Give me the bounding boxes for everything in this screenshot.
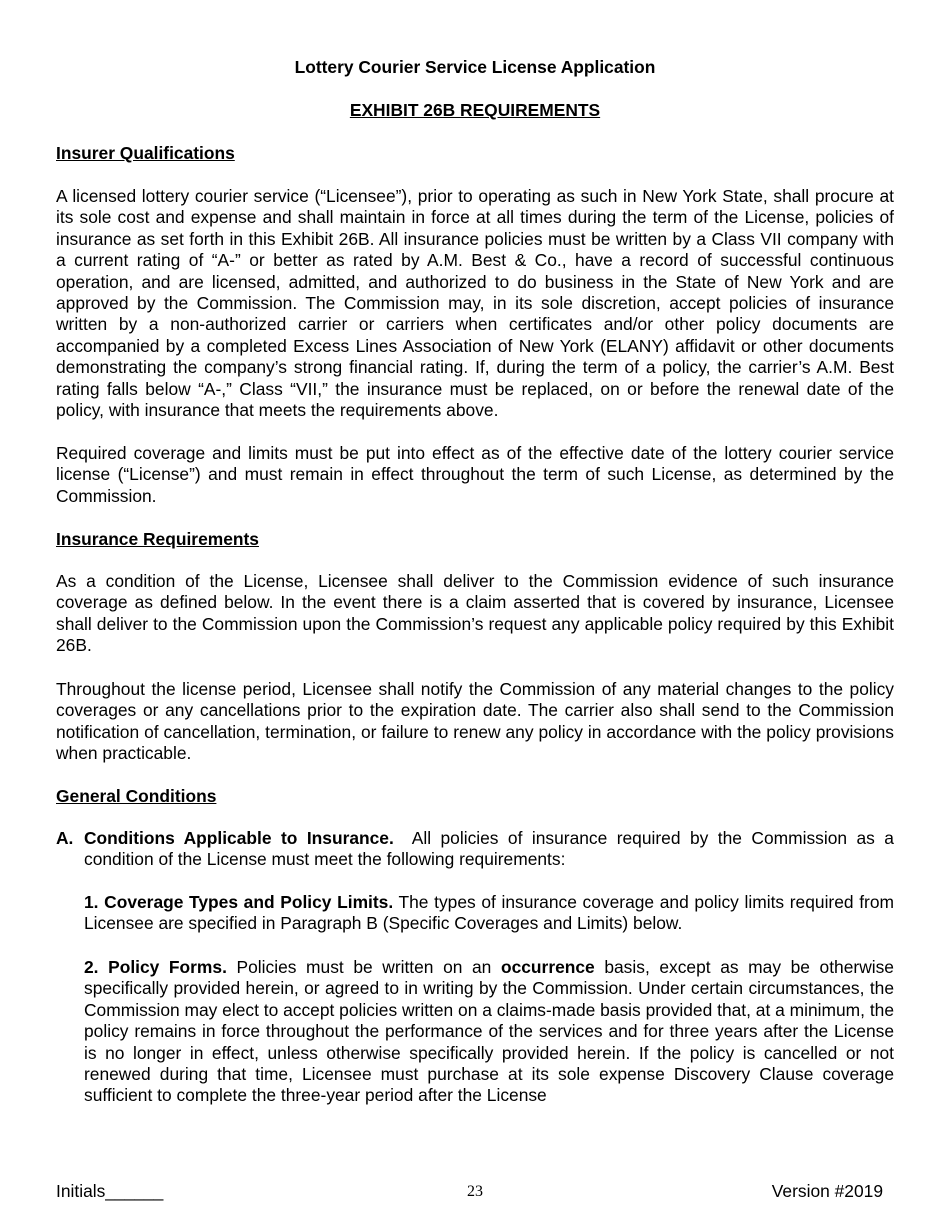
subitem-2-occurrence: occurrence: [500, 957, 595, 977]
subitem-2-paragraph: [84, 957, 894, 1107]
footer-version: Version #2019: [771, 1181, 883, 1201]
item-a-title: Conditions Applicable to Insurance.: [84, 828, 394, 848]
document-title: Lottery Courier Service License Application: [294, 57, 656, 77]
subitem-1-title: 1. Coverage Types and Policy Limits.: [84, 892, 394, 912]
footer-initials: Initials______: [56, 1181, 164, 1201]
insurer-qualifications-heading: Insurer Qualifications: [56, 143, 235, 163]
subitem-2-text-b: basis, except as may be otherwise specifically provided herein, or agreed to in writing by the Commission. Under certain circumstances, the Commission may elect to accept policies written on a claims-made basis provided that, at a minimum, the policy remains in force throughout the performance of the services and for three years after the License is no longer in effect, unless otherwise specifically provided herein. If the policy is cancelled or not renewed during that time, Licensee must purchase at its sole expense Discovery Clause coverage sufficient to complete the three-year period after the License: [84, 957, 894, 1106]
subitem-1-paragraph: [84, 892, 894, 935]
subitem-2-title: 2. Policy Forms.: [84, 957, 227, 977]
item-a-text: All policies of insurance required by the Commission as a condition of the License must meet the following requirements:: [84, 828, 894, 870]
exhibit-heading: EXHIBIT 26B REQUIREMENTS: [349, 100, 601, 120]
insurance-requirements-paragraph-2: Throughout the license period, Licensee shall notify the Commission of any material changes to the policy coverages or any cancellations prior to the expiration date. The carrier also shall send to the Commission notification of cancellation, termination, or failure to renew any policy in accordance with the policy provisions when practicable.: [56, 679, 894, 764]
subitem-2-text-a: Policies must be written on an: [236, 957, 492, 977]
insurer-qualifications-paragraph-1: A licensed lottery courier service (“Licensee”), prior to operating as such in New York State, shall procure at its sole cost and expense and shall maintain in force at all times during the term of the License, policies of insurance as set forth in this Exhibit 26B. All insurance policies must be written by a Class VII company with a current rating of “A-” or better as rated by A.M. Best & Co., have a record of successful continuous operation, and are licensed, admitted, and authorized to do business in the State of New York and are approved by the Commission. The Commission may, in its sole discretion, accept policies of insurance written by a non-authorized carrier or carriers when certificates and/or other policy documents are accompanied by a completed Excess Lines Association of New York (ELANY) affidavit or other documents demonstrating the company’s strong financial rating. If, during the term of a policy, the carrier’s A.M. Best rating falls below “A-,” Class “VII,” the insurance must be replaced, on or before the renewal date of the policy, with insurance that meets the requirements above.: [56, 186, 894, 421]
insurance-requirements-heading: Insurance Requirements: [56, 529, 259, 549]
insurance-requirements-paragraph-1: As a condition of the License, Licensee shall deliver to the Commission evidence of such insurance coverage as defined below. In the event there is a claim asserted that is covered by insurance, Licensee shall deliver to the Commission upon the Commission’s request any applicable policy required by this Exhibit 26B.: [56, 571, 894, 656]
footer-page-number: 23: [467, 1183, 483, 1200]
insurer-qualifications-paragraph-2: Required coverage and limits must be put into effect as of the effective date of the lottery courier service license (“License”) and must remain in effect throughout the term of such License, as determined by the Commission.: [56, 443, 894, 506]
item-a-paragraph: [84, 828, 894, 871]
general-conditions-heading: General Conditions: [56, 786, 217, 806]
subitem-1-text: The types of insurance coverage and policy limits required from Licensee are specified in Paragraph B (Specific Coverages and Limits) below.: [84, 892, 894, 934]
item-a-label: A.: [56, 828, 74, 848]
